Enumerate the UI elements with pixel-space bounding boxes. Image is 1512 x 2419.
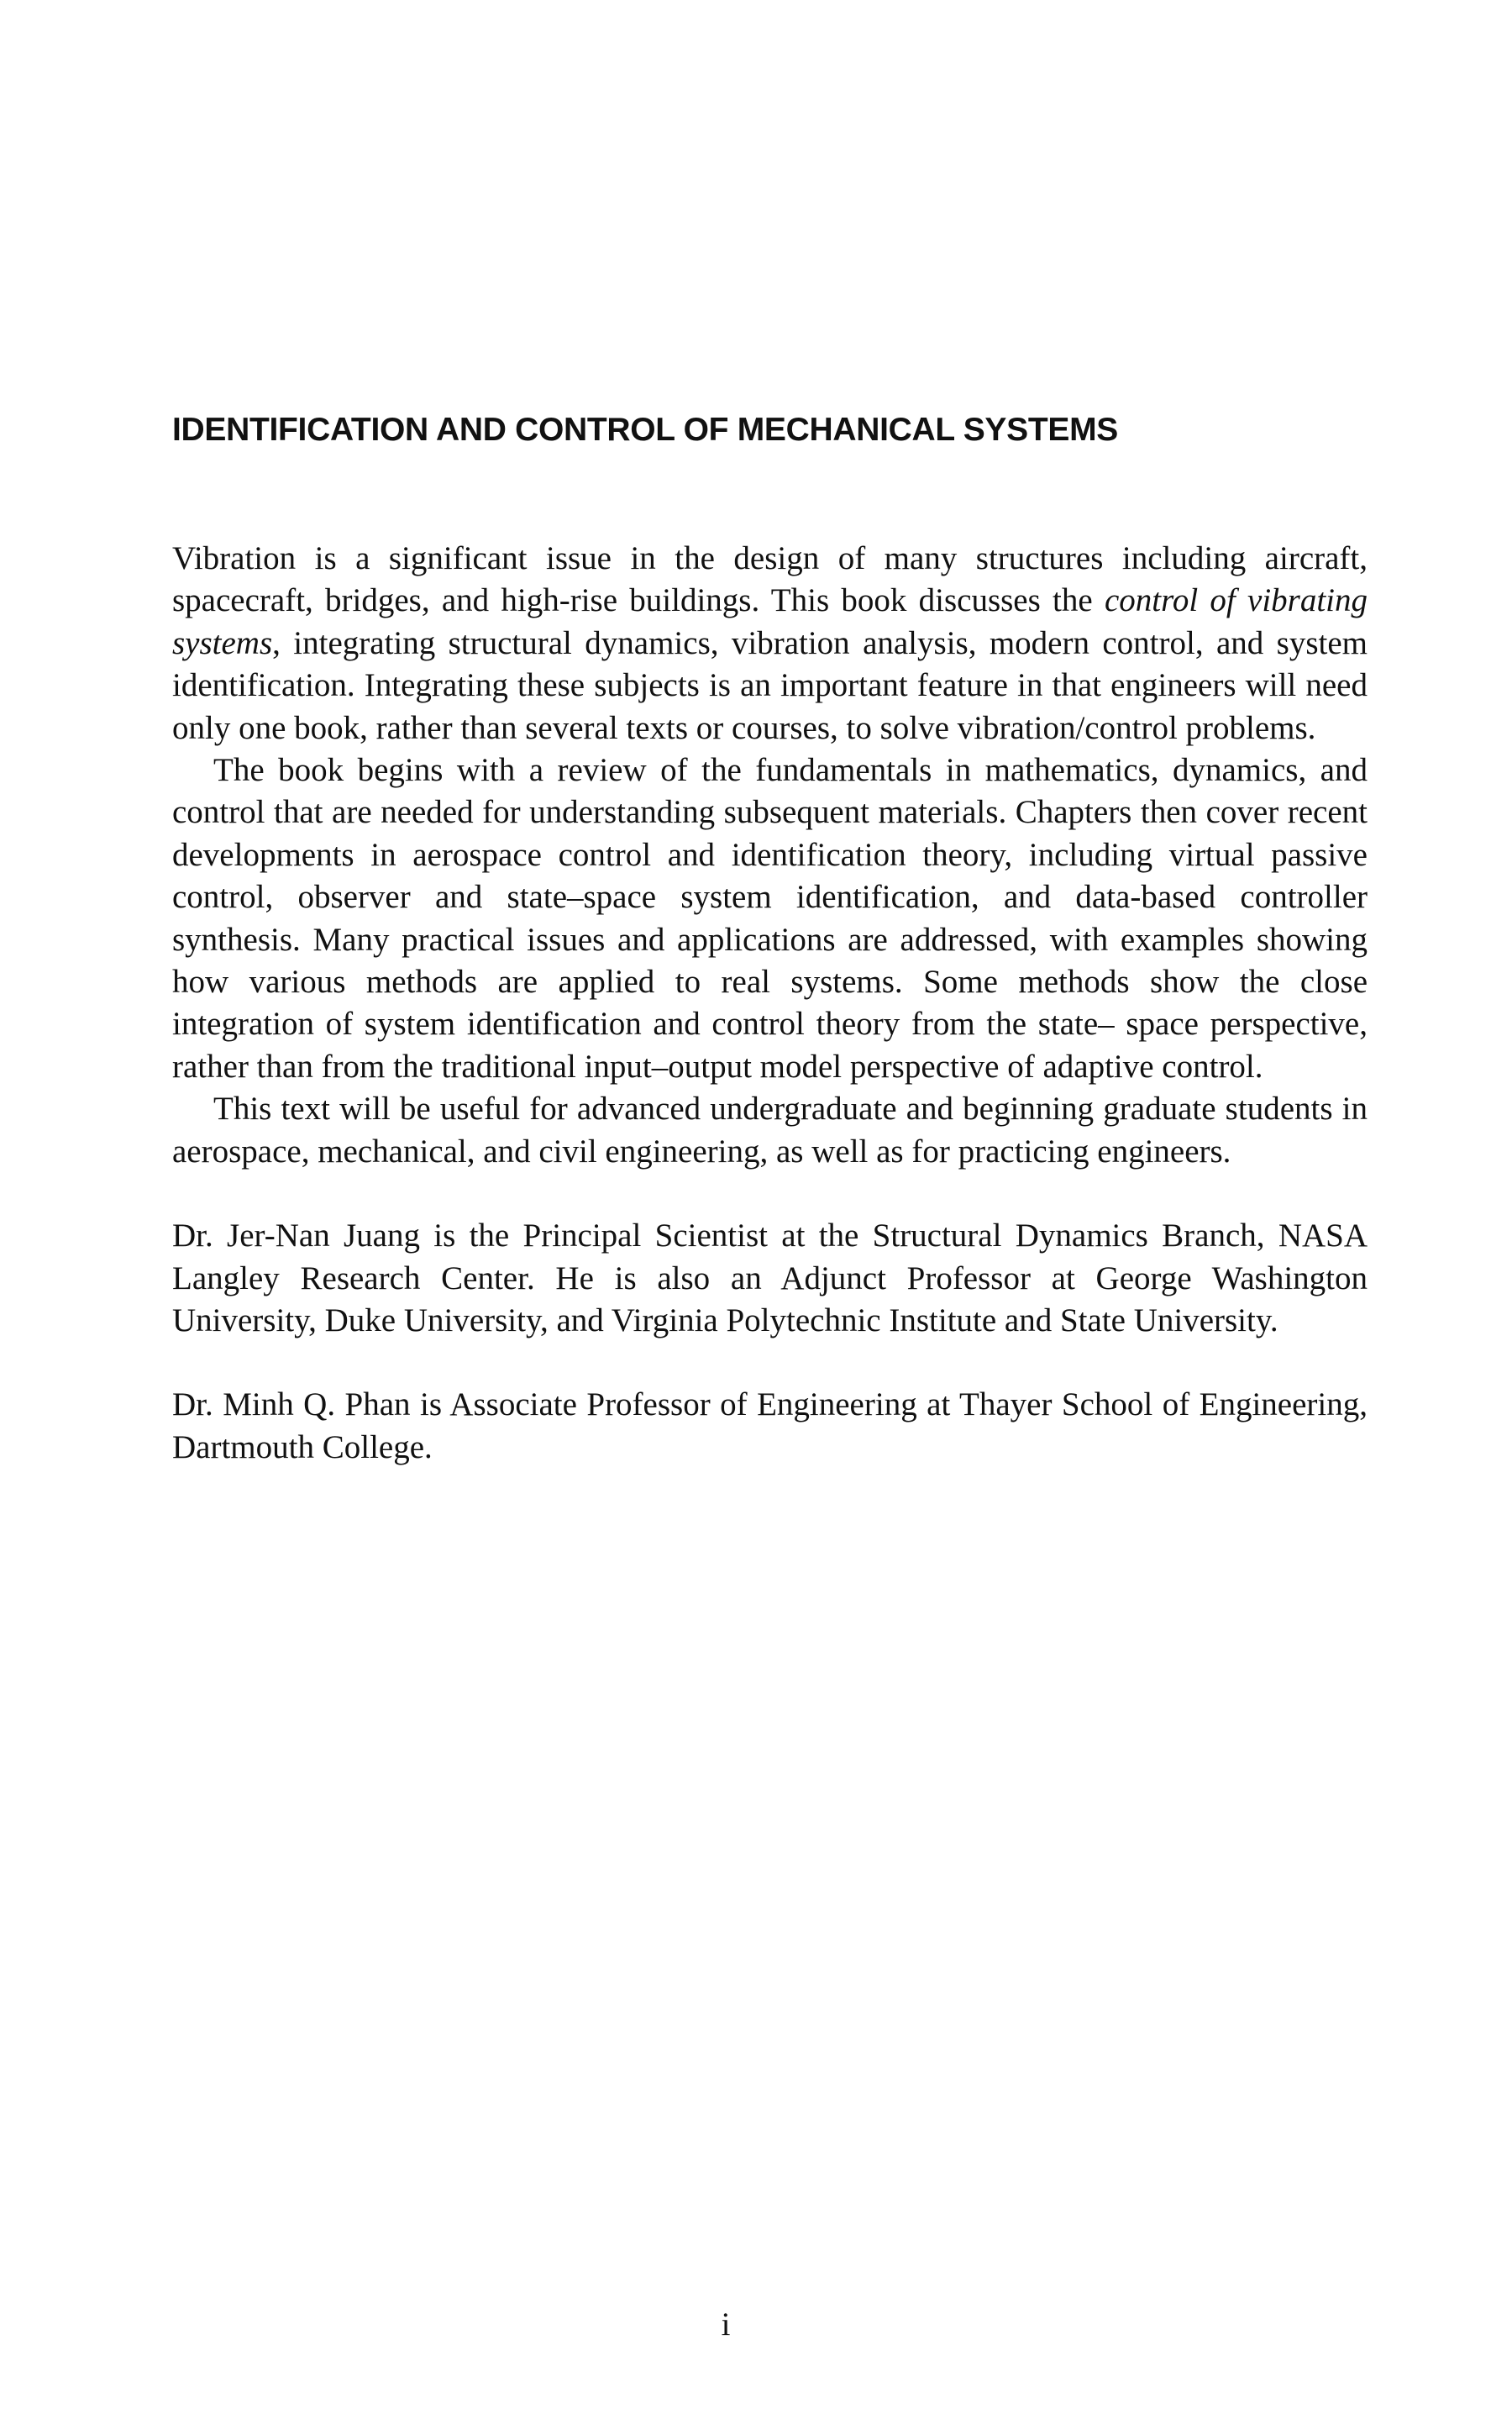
description-paragraph-1 [172, 538, 1368, 749]
description-paragraph-2: The book begins with a review of the fundamentals in mathematics, dynamics, and control that are needed for understanding subsequent materials. Chapters then cover recent developments in aerospace control and identification theory, including virtual passive control, observer and state–space system identification, and data-based controller synthesis. Many practical issues and applications are addressed, with examples showing how various methods are applied to real systems. Some methods show the close integration of system identification and control theory from the state– space perspective, rather than from the traditional input–output model perspective of adaptive control. [172, 752, 1368, 1085]
description-paragraph-3: This text will be useful for advanced undergraduate and beginning graduate students in aerospace, mechanical, and civil engineering, as well as for practicing engineers. [172, 1091, 1368, 1170]
description-paragraph-1-text-a: Vibration is a significant issue in the design of many structures including aircraft, spacecraft, bridges, and high-rise buildings. This book discusses the [172, 540, 1368, 619]
page-number: i [721, 2306, 731, 2343]
description-paragraph-1-text-b: , integrating structural dynamics, vibration analysis, modern control, and system identification. Integrating these subjects is an important feature in that engineers will need only one book, rather than several texts or courses, to solve vibration/control problems. [172, 624, 1368, 746]
book-description [172, 538, 1368, 1469]
book-title: IDENTIFICATION AND CONTROL OF MECHANICAL SYSTEMS [172, 412, 1118, 448]
author-bio-juang: Dr. Jer-Nan Juang is the Principal Scientist at the Structural Dynamics Branch, NASA Langley Research Center. He is also an Adjunct Professor at George Washington University, Duke University, and Virginia Polytechnic Institute and State University. [172, 1217, 1368, 1338]
author-bio-phan: Dr. Minh Q. Phan is Associate Professor of Engineering at Thayer School of Engineering, Dartmouth College. [172, 1386, 1368, 1465]
description-emphasis: control of vibrating systems [172, 582, 1368, 661]
